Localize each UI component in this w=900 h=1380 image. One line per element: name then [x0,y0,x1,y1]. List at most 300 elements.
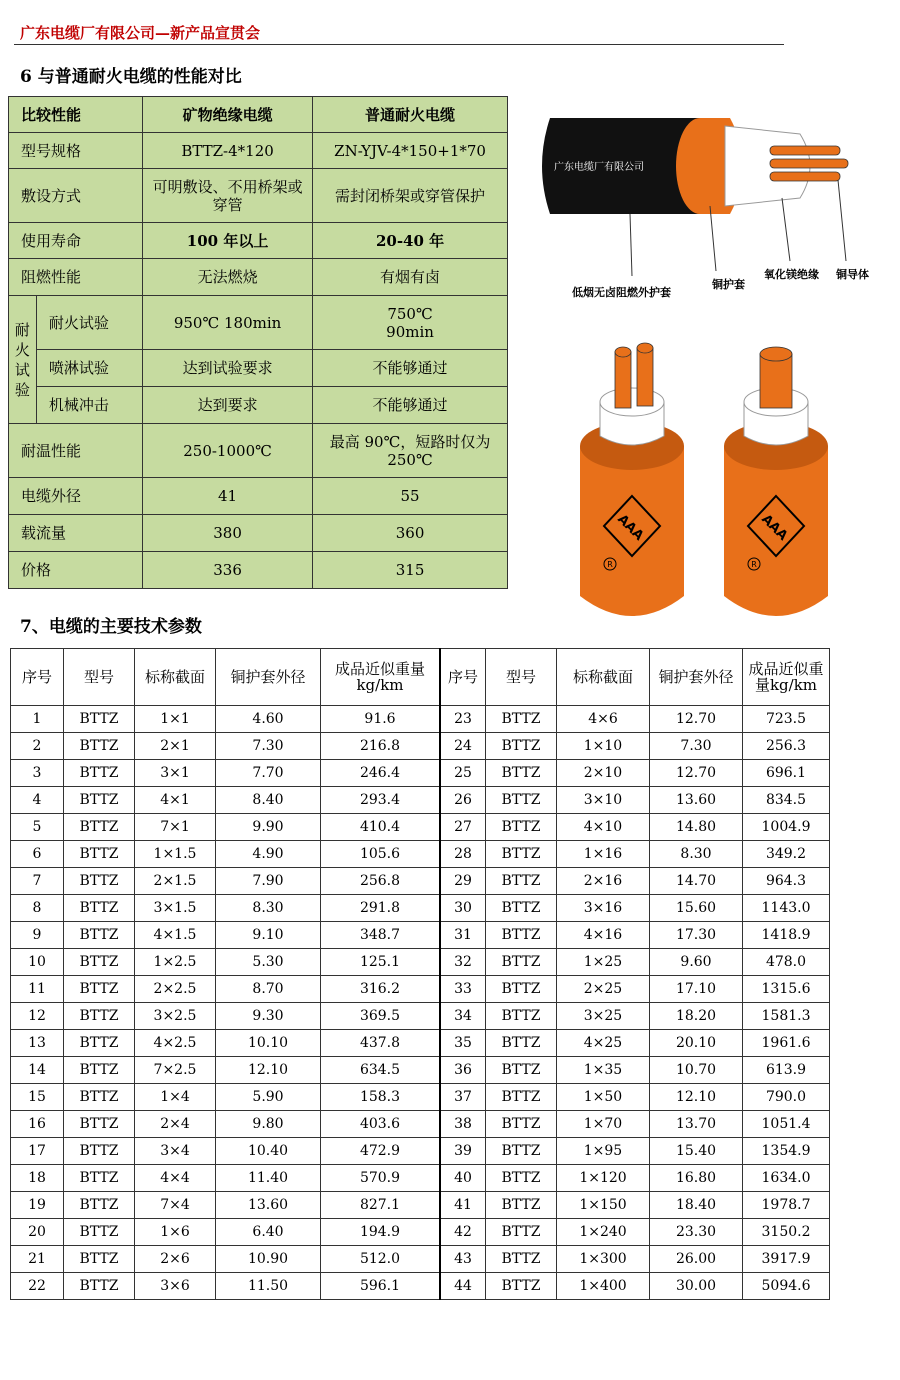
param-cell: BTTZ [64,1192,135,1219]
param-cell: 3×4 [135,1138,216,1165]
param-cell: BTTZ [486,1057,557,1084]
param-cell: 1×120 [557,1165,650,1192]
param-cell: 38 [440,1111,486,1138]
param-cell: BTTZ [486,976,557,1003]
param-cell: 31 [440,922,486,949]
header-title: 广东电缆厂有限公司—新产品宣贯会 [20,24,261,42]
param-cell: BTTZ [486,1030,557,1057]
param-cell: 10.40 [216,1138,321,1165]
param-cell: 2 [11,733,64,760]
cable-single-core [724,347,828,616]
comparison-row [9,133,508,169]
param-cell: 7.30 [650,733,743,760]
parameters-row [11,1246,830,1273]
param-cell: 30 [440,895,486,922]
param-cell: 125.1 [321,949,441,976]
param-cell: BTTZ [64,706,135,733]
badge-text: AAA [758,511,791,544]
param-cell: 12.70 [650,706,743,733]
parameters-row [11,841,830,868]
param-cell: BTTZ [486,787,557,814]
copper-conductor [770,146,840,155]
param-cell: 1 [11,706,64,733]
comparison-table [8,96,508,589]
param-cell: 570.9 [321,1165,441,1192]
ordinary-value: 需封闭桥架或穿管保护 [313,169,508,223]
comparison-row [9,259,508,296]
param-cell: BTTZ [64,1165,135,1192]
param-cell: BTTZ [64,922,135,949]
param-cell: 44 [440,1273,486,1300]
param-cell: 13.70 [650,1111,743,1138]
param-cell: 11.50 [216,1273,321,1300]
row-label: 使用寿命 [9,223,143,259]
param-cell: 437.8 [321,1030,441,1057]
ordinary-value: ZN-YJV-4*150+1*70 [313,133,508,169]
param-cell: 1418.9 [743,922,830,949]
param-cell: BTTZ [64,760,135,787]
param-cell: 194.9 [321,1219,441,1246]
label-copper-sheath: 铜护套 [712,278,745,291]
col-header: 序号 [440,649,486,706]
param-cell: 3×10 [557,787,650,814]
param-cell: 9.90 [216,814,321,841]
label-outer-jacket: 低烟无卤阻燃外护套 [572,286,671,299]
mineral-value: 336 [143,552,313,589]
ordinary-value-line: 750℃ [387,304,433,323]
parameters-row [11,976,830,1003]
param-cell: 348.7 [321,922,441,949]
row-label: 机械冲击 [36,387,142,424]
param-cell: 1×150 [557,1192,650,1219]
param-cell: 696.1 [743,760,830,787]
param-cell: 33 [440,976,486,1003]
parameters-row [11,1192,830,1219]
row-label: 载流量 [9,515,143,552]
ordinary-value: 不能够通过 [313,387,508,424]
param-cell: BTTZ [486,895,557,922]
cable-two-core [580,343,684,616]
param-cell: 2×1 [135,733,216,760]
param-cell: 15.60 [650,895,743,922]
param-cell: 7.90 [216,868,321,895]
param-cell: 13 [11,1030,64,1057]
col-header: 型号 [64,649,135,706]
param-cell: BTTZ [486,922,557,949]
param-cell: BTTZ [486,1003,557,1030]
label-copper-conductor: 铜导体 [836,268,869,281]
mineral-value: 380 [143,515,313,552]
param-cell: 16.80 [650,1165,743,1192]
cable-illustration [520,96,890,626]
param-cell: BTTZ [64,1246,135,1273]
param-cell: 9.60 [650,949,743,976]
parameters-row [11,1219,830,1246]
parameters-row [11,1165,830,1192]
param-cell: 37 [440,1084,486,1111]
brand-text: 广东电缆厂有限公司 [554,162,644,173]
param-cell: 19 [11,1192,64,1219]
ordinary-value [313,296,508,350]
fire-test-group-label [9,296,37,424]
param-cell: 1051.4 [743,1111,830,1138]
param-cell: 6.40 [216,1219,321,1246]
param-cell: 17.10 [650,976,743,1003]
param-cell: 256.3 [743,733,830,760]
param-cell: 827.1 [321,1192,441,1219]
param-cell: 293.4 [321,787,441,814]
comparison-header: 比较性能 [9,97,143,133]
mineral-value: 达到要求 [143,387,313,424]
param-cell: BTTZ [486,814,557,841]
param-cell: 18 [11,1165,64,1192]
param-cell: 16 [11,1111,64,1138]
param-cell: 613.9 [743,1057,830,1084]
param-cell: BTTZ [64,1057,135,1084]
param-cell: BTTZ [64,976,135,1003]
parameters-row [11,706,830,733]
ordinary-value: 最高 90℃，短路时仅为 250℃ [313,424,508,478]
copper-conductor [770,172,840,181]
param-cell: 2×1.5 [135,868,216,895]
param-cell: 2×25 [557,976,650,1003]
col-header: 铜护套外径 [216,649,321,706]
param-cell: 4×6 [557,706,650,733]
param-cell: 40 [440,1165,486,1192]
param-cell: 8.70 [216,976,321,1003]
param-cell: 158.3 [321,1084,441,1111]
param-cell: 13.60 [650,787,743,814]
comparison-row [9,515,508,552]
ordinary-value: 360 [313,515,508,552]
param-cell: BTTZ [486,760,557,787]
param-cell: 18.40 [650,1192,743,1219]
param-cell: 29 [440,868,486,895]
param-cell: BTTZ [486,733,557,760]
conductor-top [615,347,631,357]
param-cell: 12 [11,1003,64,1030]
row-label: 敷设方式 [9,169,143,223]
section-6-title: 6 与普通耐火电缆的性能对比 [20,67,242,87]
param-cell: 410.4 [321,814,441,841]
row-label: 耐温性能 [9,424,143,478]
ordinary-value: 不能够通过 [313,350,508,387]
param-cell: 39 [440,1138,486,1165]
param-cell: 5 [11,814,64,841]
parameters-row [11,1084,830,1111]
parameters-row [11,733,830,760]
row-label: 阻燃性能 [9,259,143,296]
parameters-row [11,814,830,841]
param-cell: 17.30 [650,922,743,949]
param-cell: 723.5 [743,706,830,733]
conductor [637,348,653,406]
ordinary-value: 有烟有卤 [313,259,508,296]
param-cell: 8 [11,895,64,922]
param-cell: 3×25 [557,1003,650,1030]
param-cell: 18.20 [650,1003,743,1030]
param-cell: 3×1.5 [135,895,216,922]
leader-line [782,198,790,261]
col-header: 成品近似重量kg/km [321,649,441,706]
param-cell: 3×16 [557,895,650,922]
param-cell: 17 [11,1138,64,1165]
param-cell: 834.5 [743,787,830,814]
param-cell: 105.6 [321,841,441,868]
param-cell: 41 [440,1192,486,1219]
param-cell: BTTZ [486,1219,557,1246]
comparison-row [9,478,508,515]
param-cell: 3×2.5 [135,1003,216,1030]
param-cell: BTTZ [486,1111,557,1138]
mineral-value: 无法燃烧 [143,259,313,296]
parameters-row [11,787,830,814]
param-cell: 5.30 [216,949,321,976]
param-cell: 42 [440,1219,486,1246]
param-cell: 634.5 [321,1057,441,1084]
parameters-row [11,1057,830,1084]
col-header: 标称截面 [557,649,650,706]
comparison-row [9,296,508,350]
param-cell: 6 [11,841,64,868]
row-label: 喷淋试验 [36,350,142,387]
param-cell: 478.0 [743,949,830,976]
param-cell: BTTZ [64,841,135,868]
col-header: 型号 [486,649,557,706]
mineral-value: 100 年以上 [143,223,313,259]
param-cell: 9.10 [216,922,321,949]
param-cell: 34 [440,1003,486,1030]
param-cell: 14 [11,1057,64,1084]
param-cell: BTTZ [64,1111,135,1138]
param-cell: BTTZ [64,1273,135,1300]
param-cell: 1×95 [557,1138,650,1165]
param-cell: BTTZ [64,1219,135,1246]
param-cell: 1×35 [557,1057,650,1084]
param-cell: 7 [11,868,64,895]
leader-line [630,214,632,276]
param-cell: 1×1 [135,706,216,733]
param-cell: 7×1 [135,814,216,841]
param-cell: 4 [11,787,64,814]
param-cell: 91.6 [321,706,441,733]
parameters-row [11,1003,830,1030]
param-cell: BTTZ [486,1246,557,1273]
param-cell: 1×6 [135,1219,216,1246]
header-rule [14,44,784,45]
col-header: 铜护套外径 [650,649,743,706]
conductor [760,354,792,408]
parameters-row [11,949,830,976]
parameters-row [11,1111,830,1138]
param-cell: 20 [11,1219,64,1246]
parameters-row [11,760,830,787]
comparison-row [9,169,508,223]
param-cell: 1004.9 [743,814,830,841]
param-cell: 1×240 [557,1219,650,1246]
param-cell: 7.70 [216,760,321,787]
param-cell: 8.40 [216,787,321,814]
copper-conductor [770,159,848,168]
ordinary-value: 55 [313,478,508,515]
comparison-row [9,424,508,478]
param-cell: 1315.6 [743,976,830,1003]
param-cell: 3 [11,760,64,787]
param-cell: 20.10 [650,1030,743,1057]
param-cell: 9 [11,922,64,949]
comparison-row [9,387,508,424]
param-cell: 216.8 [321,733,441,760]
param-cell: 4×1 [135,787,216,814]
param-cell: 1×25 [557,949,650,976]
param-cell: 11.40 [216,1165,321,1192]
param-cell: BTTZ [64,949,135,976]
param-cell: 8.30 [216,895,321,922]
param-cell: 1634.0 [743,1165,830,1192]
ordinary-value-line: 90min [386,322,434,341]
conductor [615,352,631,408]
param-cell: 1×2.5 [135,949,216,976]
param-cell: 27 [440,814,486,841]
parameters-table [10,648,830,1300]
param-cell: BTTZ [486,706,557,733]
param-cell: 4×10 [557,814,650,841]
leader-line [710,206,716,271]
param-cell: BTTZ [64,1030,135,1057]
section-7-title: 7、电缆的主要技术参数 [20,617,202,637]
param-cell: 3917.9 [743,1246,830,1273]
param-cell: 403.6 [321,1111,441,1138]
param-cell: 4×16 [557,922,650,949]
group-char: 火 [14,340,30,359]
label-mgo-insulation: 氧化镁绝缘 [764,268,819,281]
param-cell: 23.30 [650,1219,743,1246]
conductor-top [637,343,653,353]
param-cell: BTTZ [64,1138,135,1165]
cable-cutaway [542,118,848,214]
param-cell: 23 [440,706,486,733]
ordinary-value: 20-40 年 [313,223,508,259]
row-label: 耐火试验 [36,296,142,350]
group-char: 耐 [14,320,30,339]
param-cell: 7.30 [216,733,321,760]
param-cell: 1143.0 [743,895,830,922]
comparison-row [9,552,508,589]
param-cell: 4×1.5 [135,922,216,949]
row-label: 型号规格 [9,133,143,169]
param-cell: 26.00 [650,1246,743,1273]
param-cell: 7×2.5 [135,1057,216,1084]
param-cell: 26 [440,787,486,814]
param-cell: 15 [11,1084,64,1111]
parameters-row [11,1030,830,1057]
param-cell: 4.90 [216,841,321,868]
registered-letter: R [751,560,757,569]
param-cell: 36 [440,1057,486,1084]
param-cell: 10.90 [216,1246,321,1273]
param-cell: 5094.6 [743,1273,830,1300]
param-cell: 9.30 [216,1003,321,1030]
param-cell: 1×50 [557,1084,650,1111]
param-cell: BTTZ [486,1192,557,1219]
param-cell: 1961.6 [743,1030,830,1057]
param-cell: 14.80 [650,814,743,841]
param-cell: 4.60 [216,706,321,733]
param-cell: 790.0 [743,1084,830,1111]
param-cell: 10.10 [216,1030,321,1057]
comparison-header: 普通耐火电缆 [313,97,508,133]
param-cell: 4×25 [557,1030,650,1057]
param-cell: 2×10 [557,760,650,787]
param-cell: 316.2 [321,976,441,1003]
row-label: 价格 [9,552,143,589]
param-cell: 246.4 [321,760,441,787]
param-cell: 7×4 [135,1192,216,1219]
param-cell: BTTZ [486,1138,557,1165]
param-cell: 22 [11,1273,64,1300]
param-cell: 24 [440,733,486,760]
parameters-row [11,895,830,922]
leader-line [838,180,846,261]
param-cell: BTTZ [64,733,135,760]
col-header: 序号 [11,649,64,706]
param-cell: 12.10 [650,1084,743,1111]
param-cell: 3×6 [135,1273,216,1300]
parameters-row [11,1273,830,1300]
mineral-value: 250-1000℃ [143,424,313,478]
parameters-row [11,868,830,895]
comparison-header: 矿物绝缘电缆 [143,97,313,133]
param-cell: 349.2 [743,841,830,868]
param-cell: BTTZ [64,895,135,922]
param-cell: 2×6 [135,1246,216,1273]
mineral-value: BTTZ-4*120 [143,133,313,169]
param-cell: 4×2.5 [135,1030,216,1057]
param-cell: 1×70 [557,1111,650,1138]
comparison-header-row [9,97,508,133]
param-cell: 9.80 [216,1111,321,1138]
param-cell: 2×4 [135,1111,216,1138]
param-cell: 1×4 [135,1084,216,1111]
insulation-top [600,388,664,416]
param-cell: 291.8 [321,895,441,922]
param-cell: 28 [440,841,486,868]
param-cell: 3150.2 [743,1219,830,1246]
col-header: 标称截面 [135,649,216,706]
parameters-header-row [11,649,830,706]
param-cell: BTTZ [64,1084,135,1111]
badge-text: AAA [614,511,647,544]
param-cell: 10 [11,949,64,976]
param-cell: 256.8 [321,868,441,895]
param-cell: 2×2.5 [135,976,216,1003]
param-cell: 25 [440,760,486,787]
param-cell: 5.90 [216,1084,321,1111]
param-cell: BTTZ [486,868,557,895]
param-cell: 596.1 [321,1273,441,1300]
param-cell: 11 [11,976,64,1003]
row-label: 电缆外径 [9,478,143,515]
param-cell: 1978.7 [743,1192,830,1219]
param-cell: 21 [11,1246,64,1273]
param-cell: 14.70 [650,868,743,895]
param-cell: BTTZ [64,787,135,814]
param-cell: BTTZ [64,868,135,895]
ordinary-value: 315 [313,552,508,589]
param-cell: 30.00 [650,1273,743,1300]
param-cell: 12.70 [650,760,743,787]
param-cell: BTTZ [486,1165,557,1192]
